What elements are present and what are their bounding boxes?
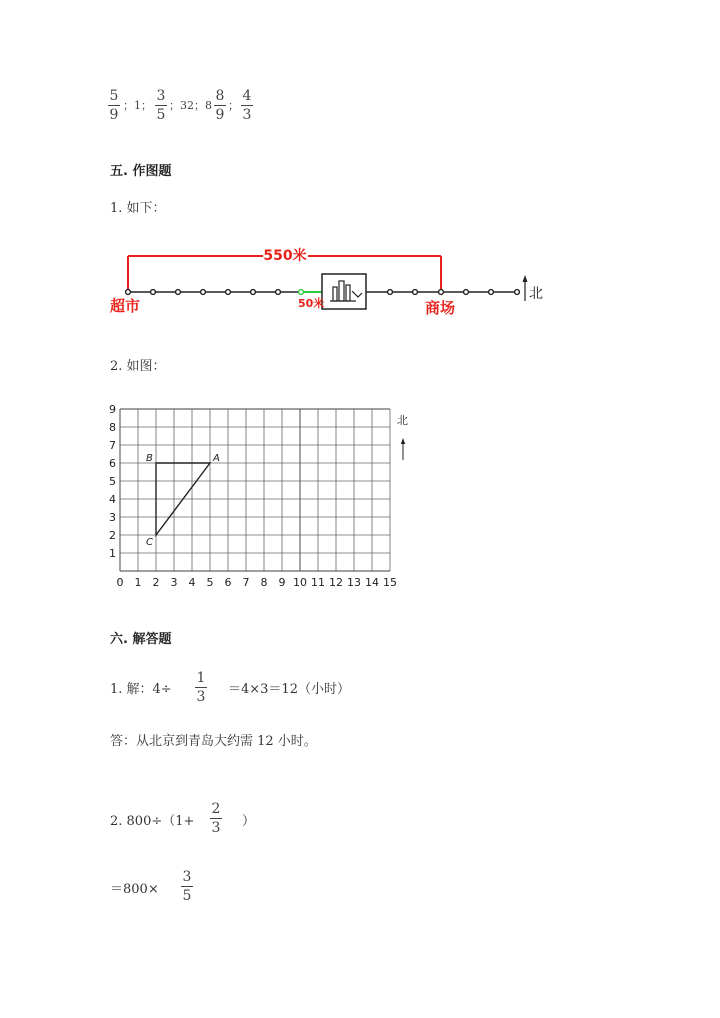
fraction-4-3: 4 3 [242,88,252,123]
x-tick-label: 8 [260,576,268,589]
y-tick-label: 7 [109,439,116,452]
grid-lines [120,409,390,571]
solution-1-suffix: ＝4×3＝12（小时） [228,682,350,697]
section-6-title: 六. 解答题 [110,632,172,647]
x-tick-label: 12 [329,576,343,589]
x-tick-label: 14 [365,576,379,589]
building-icon [322,274,366,309]
y-tick-labels [109,403,116,560]
separator: ；32；8 [169,99,212,112]
y-tick-label: 3 [109,511,116,524]
point-label-b: B [146,453,153,464]
y-tick-label: 4 [109,493,116,506]
grid-north-label: 北 [397,414,408,427]
solution-2-suffix: ） [242,814,256,829]
x-tick-label: 7 [242,576,250,589]
question-2-label: 2. 如图： [110,359,166,374]
fraction-8-9: 8 9 [215,88,225,123]
x-tick-label: 3 [170,576,178,589]
x-tick-label: 13 [347,576,361,589]
solution-2-prefix: 2. 800÷（1+ [110,814,195,829]
solution-1-prefix: 1. 解：4÷ [110,682,172,697]
x-tick-label: 4 [188,576,196,589]
x-tick-label: 0 [116,576,124,589]
distance-label: 550米 [263,248,307,264]
y-tick-label: 5 [109,475,116,488]
fraction-1-3: 1 3 [196,670,206,705]
x-tick-label: 5 [206,576,214,589]
question-1-label: 1. 如下： [110,201,166,216]
y-tick-label: 8 [109,421,116,434]
separator: ； [228,99,239,112]
x-tick-label: 15 [383,576,397,589]
x-tick-label: 9 [278,576,286,589]
grid-north-arrow-icon [401,438,405,460]
section-5-title: 五. 作图题 [110,164,172,179]
fraction-2-3: 2 3 [211,801,221,836]
coordinate-grid [100,398,430,598]
x-tick-label: 11 [311,576,325,589]
fraction-3-5: 3 5 [156,88,166,123]
north-arrow-icon [523,275,528,301]
green-dot [299,290,304,295]
north-label: 北 [529,286,543,302]
fraction-5-9: 5 9 [109,88,119,123]
point-label-a: A [213,453,220,464]
x-tick-label: 2 [152,576,160,589]
solution-2-line2-prefix: ＝800× [110,882,159,897]
solution-1-answer: 答：从北京到青岛大约需 12 小时。 [110,734,317,749]
y-tick-label: 6 [109,457,116,470]
fraction-3-5-b: 3 5 [182,869,192,904]
x-tick-label: 10 [293,576,307,589]
small-distance-label: 50米 [298,297,325,310]
x-tick-labels [117,576,398,589]
y-tick-label: 9 [109,403,116,416]
x-tick-label: 6 [224,576,232,589]
point-label-c: C [146,537,153,548]
distance-map-diagram [0,235,720,325]
supermarket-label: 超市 [110,297,141,315]
y-tick-label: 1 [109,547,116,560]
y-tick-label: 2 [109,529,116,542]
mall-label: 商场 [425,299,456,317]
separator: ；1； [123,99,152,112]
x-tick-label: 1 [134,576,142,589]
